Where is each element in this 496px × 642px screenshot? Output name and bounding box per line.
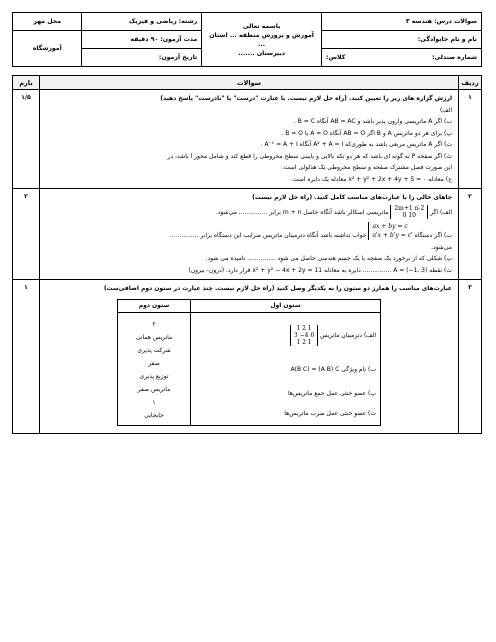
question-row-3 (13, 280, 482, 434)
seat-label: شماره صندلی: (431, 54, 477, 61)
match-option: ۱ (152, 398, 156, 406)
q1-item-b: ب) اگر A ماتریسی وارون پذیر باشد و AB = AC آنگاه B = C . (293, 118, 452, 125)
matching-table (117, 299, 381, 426)
q1-item-e: ث) اگر صفحه P به گونه ای باشد که هر دو تکه بالایی و پایینی سطح مخروطی را قطع کند و شامل محور l باشد، در (167, 152, 452, 160)
q2-a-prefix: الف) اگر (430, 208, 452, 216)
question-score: ۱ (13, 280, 40, 434)
exam-header-table (12, 12, 482, 67)
q1-item-f: ج) معادله ۰ = x² + y² + 2x + 4y + 5 معادله یک دایره است. (291, 175, 452, 183)
col-num-header: ردیف (459, 76, 482, 90)
question-title: ارزش گزاره های زیر را تعیین کنید. (راه حل لازم نیست. با عبارت "درست" یا "نادرست" پاسخ دهید) (160, 95, 452, 102)
match-option: صفر (148, 359, 160, 367)
exam-date-cell: تاریخ آزمون: (82, 49, 202, 67)
question-score: ۲ (13, 189, 40, 280)
q2-item-a (46, 204, 452, 222)
q1-item-e-cont: این صورت فصل مشترک صفحه و سطح مخروطی یک هذلولی است. (281, 164, 452, 171)
question-row-1 (13, 90, 482, 189)
match-option: جابجایی (144, 411, 164, 419)
q1-item-a: الف) (439, 106, 452, 114)
match-item-a-label: الف) دترمینان ماتریس (320, 331, 376, 339)
matching-col2-header: ستون دوم (118, 299, 191, 312)
match-option: ماتریس صفر (137, 385, 171, 393)
duration-cell: مدت آزمون: ۹۰ دقیقه (82, 31, 202, 49)
q1-item-d: ت) اگر A ماتریس مربعی باشد به طوری‌که A² + A = I آنگاه A⁻¹ = A + I . (260, 141, 452, 148)
question-title: جاهای خالی را با عبارت‌های مناسب کامل کنید. (راه حل لازم نیست) (252, 194, 452, 201)
question-body (40, 280, 459, 434)
q2-b-prefix: ب) اگر دستگاه (414, 231, 452, 239)
q2-item-b-end: می‌شود. (431, 243, 452, 251)
questions-table (12, 75, 482, 434)
det-matrix-row-3: 1 2 1 (296, 338, 312, 346)
subject-cell: سوالات درس: هندسه ۳ (321, 13, 481, 31)
q2-item-c: پ) شکلی که از برخورد یک صفحه با یک جسم هندسی حاصل می شود ............... نامیده می شود. (205, 255, 452, 262)
question-number: ۲ (459, 189, 482, 280)
question-number: ۳ (459, 280, 482, 434)
matching-col1 (191, 312, 381, 425)
q1-item-c: پ) برای هر دو ماتریس A و B اگر AB = O آنگاه A = O یا B = O . (281, 129, 452, 137)
match-item-a (195, 315, 376, 357)
q2-system-eq-2: a'x + b'y = c' (372, 231, 413, 239)
matching-col2 (118, 312, 191, 425)
q2-a-suffix: ماتریسی اسکالر باشد آنگاه حاصل m + n برابر ............... می‌شود. (215, 208, 389, 216)
q2-matrix-row-2: 0 10 (402, 212, 416, 219)
seat-cell (321, 49, 481, 67)
place-label-cell: محل مهر (13, 13, 82, 31)
question-title: عبارت‌های مناسب را همارز دو ستون را به یکدیگر وصل کنید (راه حل لازم نیست. چند عبارت در ستون دوم اضافی‌ست) (103, 285, 452, 292)
question-body (40, 90, 459, 189)
class-label: کلاس: (325, 54, 346, 61)
match-option: ماتریس همانی (135, 333, 173, 341)
ministry-line-2: آموزش و پرورش منطقه ... استان ... (209, 31, 314, 48)
q2-system (368, 222, 412, 240)
ministry-line-3: دبیرستان ....... (238, 49, 285, 57)
det-matrix-row-1: 1 2 1 (296, 324, 312, 332)
ministry-cell (202, 13, 322, 67)
question-score: ۱/۵ (13, 90, 40, 189)
match-item-d: ت) عضو خنثی عمل ضرب ماتریس‌ها (284, 409, 376, 417)
field-cell: رشته: ریاضی و فیزیک (82, 13, 202, 31)
q2-item-b (46, 222, 452, 242)
match-item-b: ب) نام ویژگی A(B C) = (A B) C (290, 365, 376, 373)
ministry-line-1: باسمه تعالی (242, 22, 281, 30)
match-option: ۲ (152, 320, 156, 328)
question-body (40, 189, 459, 280)
q2-b-suffix: جواب نداشته باشد آنگاه دترمینان ماتریس ضرایب این دستگاه برابر ............... (169, 231, 367, 239)
exam-page (12, 12, 482, 592)
q2-item-d: ت) نقطه A = (−1, 3) ............... دایره به معادله x² + y² − 4x + 2y = 11 قرار دارد. (درون- بیرون) (188, 266, 452, 274)
match-option: شرکت پذیری (137, 346, 171, 354)
place-value-cell: آموزشگاه (13, 31, 82, 67)
question-number: ۱ (459, 90, 482, 189)
det-matrix (290, 325, 318, 346)
name-cell: نام و نام خانوادگی: (321, 31, 481, 49)
det-matrix-row-2: 3 −4 6 (293, 331, 315, 339)
q2-system-eq-1: ax + by = c (372, 222, 408, 230)
q2-matrix-row-1: 2m+1 n-2 (394, 205, 425, 212)
question-row-2 (13, 189, 482, 280)
q2-matrix (390, 205, 428, 219)
matching-col1-header: ستون اول (191, 299, 381, 312)
col-questions-header: سوالات (40, 76, 459, 90)
col-score-header: بارم (13, 76, 40, 90)
match-option: توزیع پذیری (139, 372, 169, 380)
match-item-c: پ) عضو خنثی عمل جمع ماتریس‌ها (287, 389, 376, 397)
